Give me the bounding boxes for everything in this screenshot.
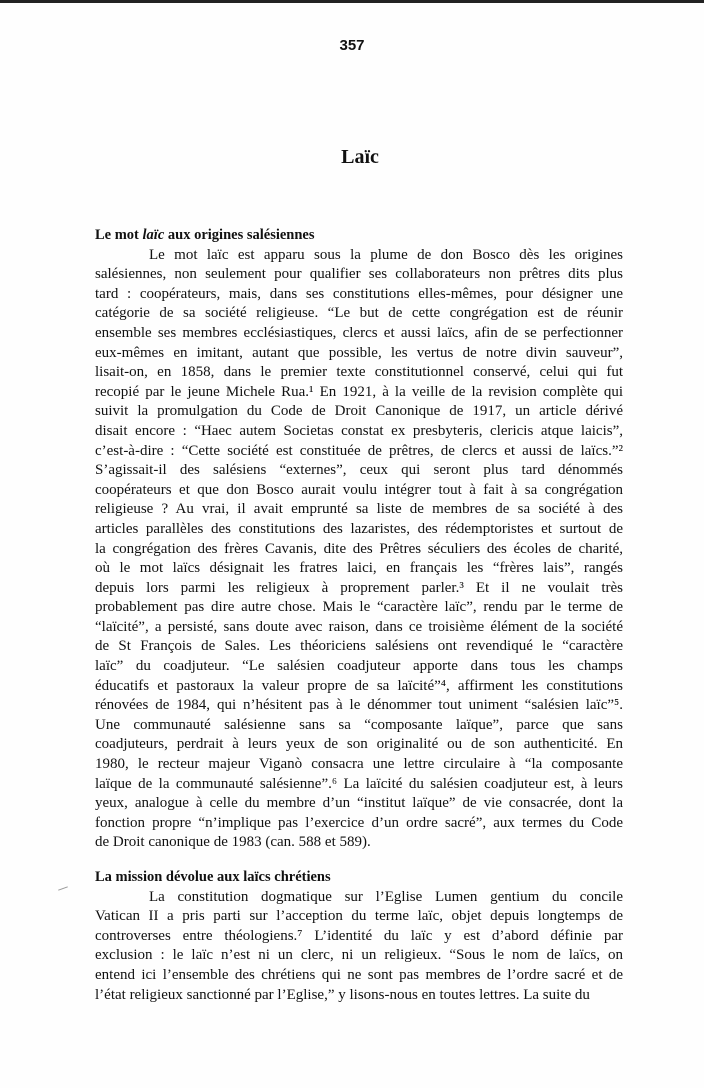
text-line: “laïcité”, a persisté, sans doute avec raison, dans ce troisième élément de la société (95, 618, 623, 635)
text-line: fonction propre “n’implique pas l’exercice d’un ordre sacré”, aux termes du Code (95, 814, 623, 831)
text-line: 1980, le recteur majeur Viganò consacra une lettre circulaire à “la composante (95, 756, 623, 773)
text-line: catégorie de sa société religieuse. “Le but de cette congrégation est de réunir (95, 305, 623, 322)
text-line: controverses entre théologiens.⁷ L’identité du laïc y est d’abord définie par (95, 927, 623, 944)
section-heading (95, 226, 623, 246)
text-line: probablement pas dire autre chose. Mais le “caractère laïc”, rendu par le terme de (95, 599, 623, 616)
text-line: ensemble ses membres ecclésiastiques, clercs et aussi laïcs, afin de se perfectionner (95, 324, 623, 341)
text-line: coopérateurs et que don Bosco aurait voulu intégrer tout à fait à sa congrégation (95, 481, 623, 498)
text-line: yeux, analogue à celle du membre d’un “institut laïque” de vie consacrée, dont la (95, 795, 623, 812)
paragraph (95, 246, 623, 853)
text-line: l’état religieux sanctionné par l’Eglise,” y lisons-nous en toutes lettres. La suite du (95, 986, 590, 1003)
text-line: suivit la promulgation du Code de Droit Canonique de 1917, un article dérivé (95, 403, 623, 420)
text-line: religieuse ? Au vrai, il avait emprunté sa liste de membres de sa société à des (95, 501, 623, 518)
text-line: la congrégation des frères Cavanis, dite des Prêtres séculiers des écoles de charité, (95, 540, 623, 557)
text-line: lisait-on, en 1858, dans le premier texte constitutionnel conservé, celui qui fut (95, 364, 623, 381)
margin-mark (58, 886, 68, 890)
text-line: recopié par le jeune Michele Rua.¹ En 1921, à la veille de la revision complète qui (95, 383, 623, 400)
heading-suffix: aux origines salésiennes (164, 227, 315, 243)
text-line: S’agissait-il des salésiens “externes”, ceux qui seront plus tard dénommés (95, 462, 623, 479)
text-line: Le mot laïc est apparu sous la plume de don Bosco dès les origines (149, 246, 623, 263)
text-line: exclusion : le laïc n’est ni un clerc, ni un religieux. “Sous le nom de laïcs, on (95, 947, 623, 964)
paragraph (95, 888, 623, 1006)
heading-italic: laïc (142, 227, 165, 243)
text-line: depuis lors parmi les religieux à proprement parler.³ Et il ne voulait très (95, 579, 623, 596)
text-line: laïc” du coadjuteur. “Le salésien coadjuteur apporte dans tous les champs (95, 658, 623, 675)
page-number: 357 (339, 37, 365, 54)
text-line: Une communauté salésienne sans sa “composante laïque”, parce que sans (95, 716, 623, 733)
text-line: coadjuteurs, perdrait à leurs yeux de son originalité ou de son authenticité. En (95, 736, 623, 753)
section-origines (95, 226, 623, 853)
text-line: laïque de la communauté salésienne”.⁶ La laïcité du salésien coadjuteur est, à leurs (95, 775, 623, 792)
text-line: où le mot laïcs désignait les fratres laici, en français les “frères lais”, rangés (95, 560, 623, 577)
section-mission (95, 868, 623, 1005)
text-line: entend ici l’ensemble des chrétiens qui ne sont pas membres de l’ordre sacré et de (95, 966, 623, 983)
text-line: salésiennes, non seulement pour qualifier ses collaborateurs non prêtres dits plus (95, 266, 623, 283)
text-line: éducatifs et pastoraux la valeur propre de sa laïcité”⁴, affirment les constitutions (95, 677, 623, 694)
page-title: Laïc (341, 146, 379, 168)
text-line: de Droit canonique de 1983 (can. 588 et 589). (95, 834, 371, 851)
heading-prefix: Le mot (95, 227, 143, 243)
text-line: La constitution dogmatique sur l’Eglise Lumen gentium du concile (149, 888, 623, 905)
text-line: rénovées de 1984, qui n’hésitent pas à le dénommer tout uniment “salésien laïc”⁵. (95, 697, 623, 714)
text-line: eux-mêmes en imitant, autant que possible, les vertus de notre divin sauveur”, (95, 344, 623, 361)
text-line: Vatican II a pris parti sur l’acception du terme laïc, objet depuis longtemps de (95, 908, 623, 925)
text-line: tard : coopérateurs, mais, dans ses constitutions elles-mêmes, pour désigner une (95, 285, 623, 302)
text-line: disait encore : “Haec autem Societas constat ex presbyteris, clericis atque laicis”, (95, 422, 623, 439)
section-heading: La mission dévolue aux laïcs chrétiens (95, 869, 331, 885)
text-line: de St François de Sales. Les théoriciens salésiens ont revendiqué le “caractère (95, 638, 623, 655)
text-line: articles parallèles des constitutions des lazaristes, des rédemptoristes et surtout de (95, 520, 623, 537)
text-line: c’est-à-dire : “Cette société est constituée de prêtres, de clercs et aussi de laïcs.”² (95, 442, 623, 459)
top-rule (0, 0, 704, 3)
